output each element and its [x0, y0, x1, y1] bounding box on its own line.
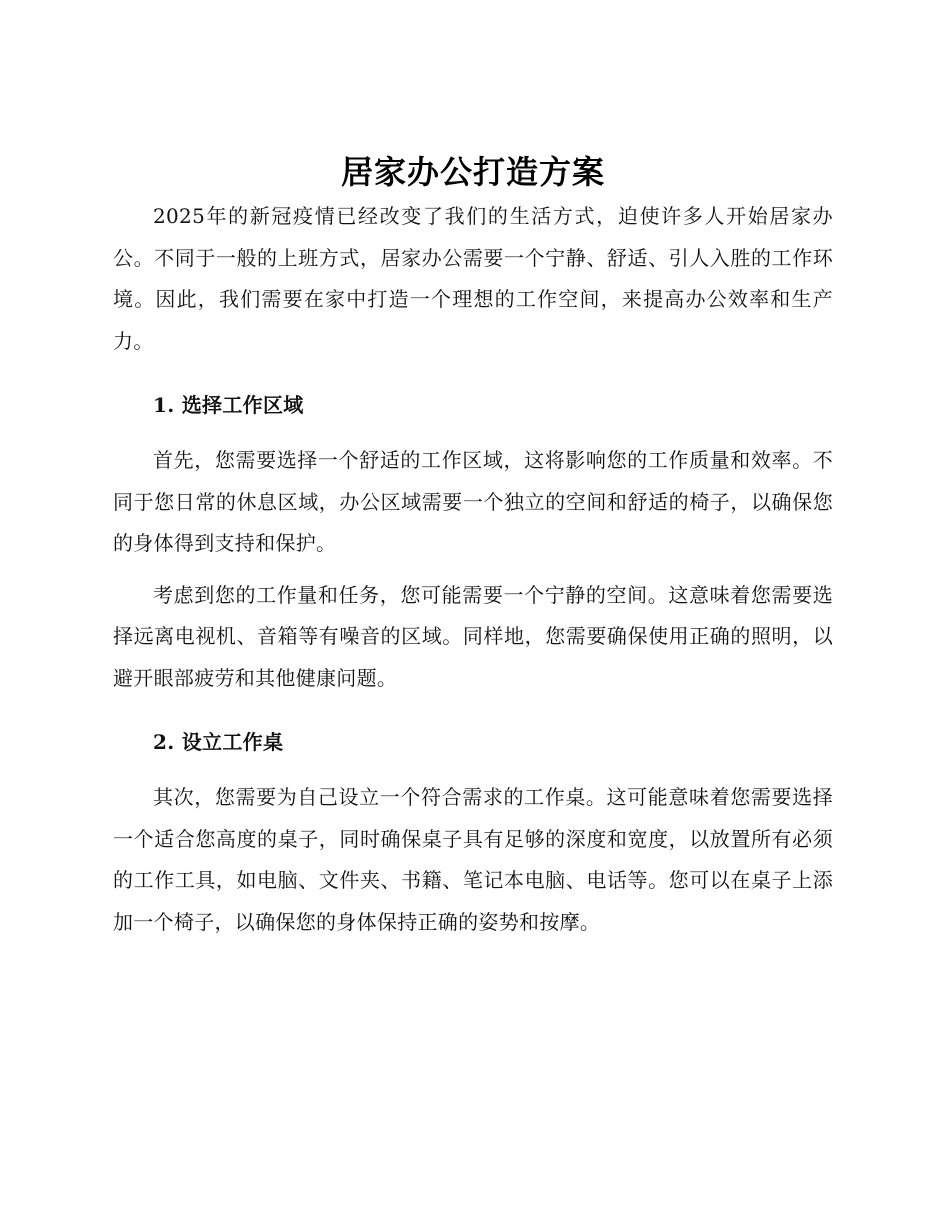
document-title: 居家办公打造方案 [340, 153, 605, 191]
section-1 [113, 390, 833, 699]
section-heading: 1. 选择工作区域 [153, 393, 304, 417]
section-2 [113, 727, 833, 943]
body-paragraph: 其次，您需要为自己设立一个符合需求的工作桌。这可能意味着您需要选择一个适合您高度的桌子，同时确保桌子具有足够的深度和宽度，以放置所有必须的工作工具，如电脑、文件夹、书籍、笔记本电脑、电话等。您可以在桌子上添加一个椅子，以确保您的身体保持正确的姿势和按摩。 [113, 785, 833, 934]
body-paragraph: 首先，您需要选择一个舒适的工作区域，这将影响您的工作质量和效率。不同于您日常的休息区域，办公区域需要一个独立的空间和舒适的椅子，以确保您的身体得到支持和保护。 [113, 448, 833, 555]
section-heading: 2. 设立工作桌 [153, 730, 284, 754]
document-page [113, 150, 833, 943]
body-paragraph: 考虑到您的工作量和任务，您可能需要一个宁静的空间。这意味着您需要选择远离电视机、音箱等有噪音的区域。同样地，您需要确保使用正确的照明，以避开眼部疲劳和其他健康问题。 [113, 582, 833, 690]
intro-paragraph: 2025年的新冠疫情已经改变了我们的生活方式，迫使许多人开始居家办公。不同于一般的上班方式，居家办公需要一个宁静、舒适、引人入胜的工作环境。因此，我们需要在家中打造一个理想的工作空间，来提高办公效率和生产力。 [113, 204, 833, 353]
